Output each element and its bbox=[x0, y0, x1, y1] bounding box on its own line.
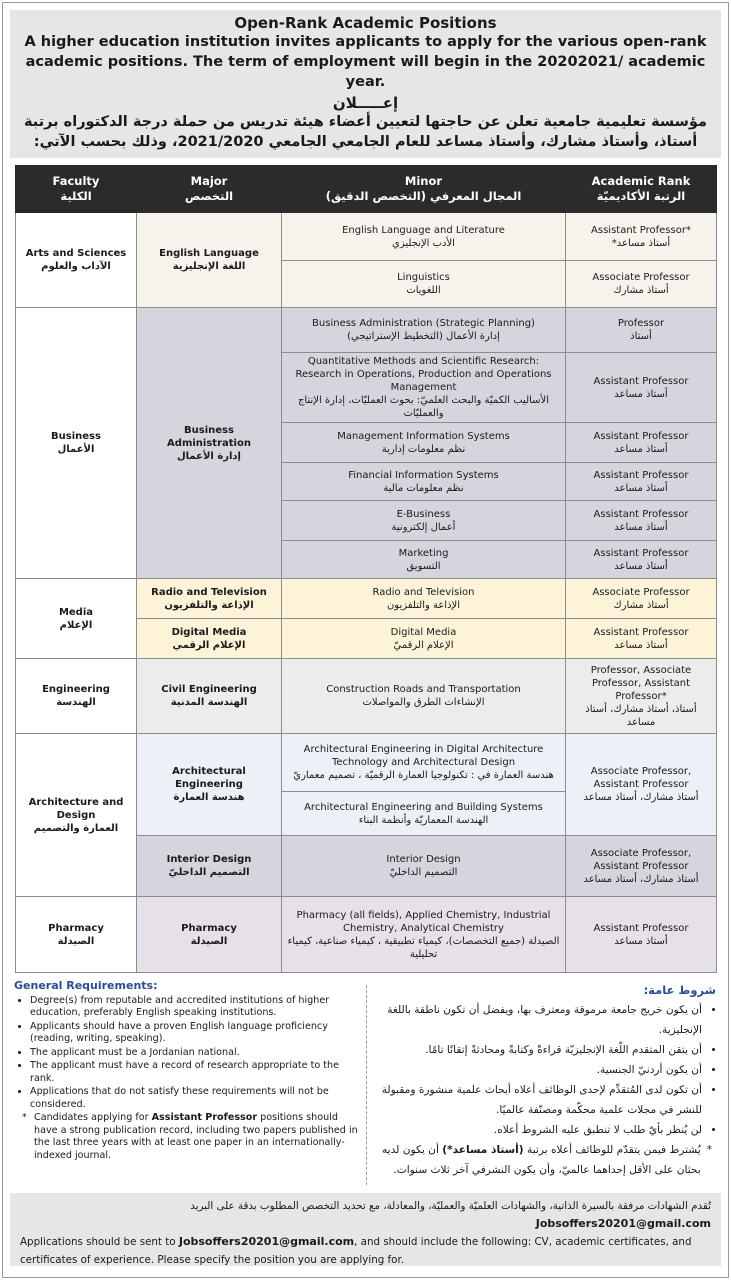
positions-table bbox=[15, 165, 717, 973]
minor-cell: Construction Roads and Transportation الإنشاءات الطرق والمواصلات bbox=[282, 659, 566, 734]
header-major: Major التخصص bbox=[137, 166, 282, 213]
rank-cell: Assistant Professor أستاذ مساعد bbox=[566, 501, 717, 541]
intro-english: A higher education institution invites applicants to apply for the various open-rank academic positions. The term of employment will begin in the 20202021/ academic year. bbox=[24, 34, 707, 90]
faculty-cell: Engineering الهندسة bbox=[16, 659, 137, 734]
rank-cell: Assistant Professor أستاذ مساعد bbox=[566, 353, 717, 423]
table-row bbox=[16, 308, 717, 353]
page-title: Open-Rank Academic Positions bbox=[234, 14, 497, 32]
application-footer bbox=[10, 1193, 721, 1266]
list-item: • The applicant must have a record of research appropriate to the rank. bbox=[30, 1060, 362, 1085]
minor-cell: English Language and Literature الأدب الإنجليزي bbox=[282, 213, 566, 261]
table-row bbox=[16, 213, 717, 261]
list-item: • أن يكون خريج جامعة مرموقة ومعترف بها، ويفضل أن تكون ناطقة باللغة الإنجليزية. bbox=[372, 1000, 702, 1040]
faculty-cell: Business الأعمال bbox=[16, 308, 137, 579]
rank-cell: Associate Professor, Assistant Professor أستاذ مشارك، أستاذ مساعد bbox=[566, 836, 717, 897]
header-rank: Academic Rank الرتبة الأكاديميّة bbox=[566, 166, 717, 213]
assistant-professor-note: * Candidates applying for Assistant Professor positions should have a strong publication record, including two papers published in the last three years with at least one paper in an internationally-indexed journal. bbox=[14, 1112, 362, 1162]
minor-cell: Management Information Systems نظم معلومات إدارية bbox=[282, 423, 566, 463]
footer-arabic: تُقدم الشهادات مرفقة بالسيرة الذاتية، والشهادات العلميّة والعمليّة، والمعادلة، مع تحديد التخصص المطلوب بدقة على البريد Jobsoffers20201@gmail.com bbox=[190, 1200, 711, 1230]
faculty-cell: Architecture and Design العمارة والتصميم bbox=[16, 734, 137, 897]
requirements-title: General Requirements: bbox=[14, 979, 158, 992]
major-cell: Digital Media الإعلام الرقمي bbox=[137, 619, 282, 659]
announcement-arabic-label: إعـــــلان bbox=[332, 94, 399, 112]
intro-arabic: مؤسسة تعليمية جامعية تعلن عن حاجتها لتعيين أعضاء هيئة تدريس من حملة درجة الدكتوراه برتبة أستاذ، وأستاذ مشارك، وأستاذ مساعد للعام الجامعي الجامعي 2021/2020، وذلك بحسب الآتي: bbox=[24, 114, 707, 150]
asterisk-mark: * bbox=[22, 1112, 27, 1123]
minor-cell: Linguistics اللغويات bbox=[282, 261, 566, 308]
rank-cell: Assistant Professor* أستاذ مساعد* bbox=[566, 213, 717, 261]
column-divider bbox=[366, 985, 367, 1185]
faculty-cell: Media الإعلام bbox=[16, 579, 137, 659]
list-item: • Degree(s) from reputable and accredited institutions of higher education, preferably English speaking institutions. bbox=[30, 995, 362, 1020]
rank-cell: Assistant Professor أستاذ مساعد bbox=[566, 897, 717, 973]
rank-cell: Assistant Professor أستاذ مساعد bbox=[566, 541, 717, 579]
header-minor: Minor المجال المعرفي (التخصص الدقيق) bbox=[282, 166, 566, 213]
major-cell: Architectural Engineering هندسة العمارة bbox=[137, 734, 282, 836]
table-row bbox=[16, 659, 717, 734]
minor-cell: Architectural Engineering and Building Systems الهندسة المعماريّة وأنظمة البناء bbox=[282, 792, 566, 836]
minor-cell: Business Administration (Strategic Planning) إدارة الأعمال (التخطيط الإستراتيجي) bbox=[282, 308, 566, 353]
rank-cell: Assistant Professor أستاذ مساعد bbox=[566, 619, 717, 659]
rank-cell: Associate Professor أستاذ مشارك bbox=[566, 579, 717, 619]
email-link[interactable]: Jobsoffers20201@gmail.com bbox=[178, 1235, 355, 1248]
minor-cell: Digital Media الإعلام الرقميّ bbox=[282, 619, 566, 659]
minor-cell: Marketing التسويق bbox=[282, 541, 566, 579]
rank-cell: Assistant Professor أستاذ مساعد bbox=[566, 463, 717, 501]
rank-cell: Professor أستاذ bbox=[566, 308, 717, 353]
assistant-professor-note-arabic: * يُشترط فيمن يتقدّم للوظائف أعلاه برتبة (أستاذ مساعد*) أن يكون لديه بحثان على الأقل إحداهما عالميّ، وأن يكون النشرفي آخر ثلاث سنوات. bbox=[372, 1140, 716, 1180]
faculty-cell: Arts and Sciences الآداب والعلوم bbox=[16, 213, 137, 308]
minor-cell: Financial Information Systems نظم معلومات مالية bbox=[282, 463, 566, 501]
list-item: • لن يُنظر بأيّ طلب لا تنطبق عليه الشروط أعلاه. bbox=[372, 1120, 702, 1140]
table-row bbox=[16, 579, 717, 619]
minor-cell: Quantitative Methods and Scientific Research: Research in Operations, Production and Operations Management الأساليب الكميّة والبحث العلميّ: بحوث العمليّات، إدارة الإنتاج والعمليّات bbox=[282, 353, 566, 423]
announcement-header bbox=[10, 10, 721, 158]
asterisk-mark: * bbox=[706, 1144, 712, 1156]
general-requirements-english bbox=[14, 980, 362, 1162]
list-item: • أن يتقن المتقدم اللّغة الإنجليزيّة قراءةً وكتابةً ومحادثةً إتقانًا تامًا. bbox=[372, 1040, 702, 1060]
rank-cell: Professor, Associate Professor, Assistant Professor* أستاذ، أستاذ مشارك، أستاذ مساعد bbox=[566, 659, 717, 734]
list-item: • The applicant must be a Jordanian national. bbox=[30, 1047, 362, 1060]
major-cell: Business Administration إدارة الأعمال bbox=[137, 308, 282, 579]
rank-cell: Associate Professor, Assistant Professor أستاذ مشارك، أستاذ مساعد bbox=[566, 734, 717, 836]
major-cell: Pharmacy الصيدلة bbox=[137, 897, 282, 973]
email-link[interactable]: Jobsoffers20201@gmail.com bbox=[535, 1217, 711, 1230]
minor-cell: E-Business أعمال إلكترونية bbox=[282, 501, 566, 541]
faculty-cell: Pharmacy الصيدلة bbox=[16, 897, 137, 973]
header-faculty: Faculty الكلية bbox=[16, 166, 137, 213]
requirements-list-arabic bbox=[372, 1000, 716, 1140]
table-header-row bbox=[16, 166, 717, 213]
list-item: • Applications that do not satisfy these requirements will not be considered. bbox=[30, 1086, 362, 1111]
major-cell: Radio and Television الإذاعة والتلفزيون bbox=[137, 579, 282, 619]
major-cell: English Language اللغة الإنجليزية bbox=[137, 213, 282, 308]
minor-cell: Radio and Television الإذاعة والتلفزيون bbox=[282, 579, 566, 619]
rank-cell: Assistant Professor أستاذ مساعد bbox=[566, 423, 717, 463]
general-requirements-arabic bbox=[372, 980, 716, 1180]
major-cell: Interior Design التصميم الداخليّ bbox=[137, 836, 282, 897]
list-item: • أن يكون أردنيّ الجنسية. bbox=[372, 1060, 702, 1080]
list-item: • أن تكون لدى المُتقدِّم لإحدى الوظائف أعلاه أبحاث علمية منشورة ومقبولة للنشر في مجلات علمية محكّمة ومصنّفة عالميًا. bbox=[372, 1080, 702, 1120]
footer-english: Applications should be sent to Jobsoffers20201@gmail.com, and should include the following: CV, academic certificates, and certificates of experience. Please specify the position you are applying for. bbox=[20, 1235, 692, 1266]
rank-cell: Associate Professor أستاذ مشارك bbox=[566, 261, 717, 308]
table-row bbox=[16, 897, 717, 973]
minor-cell: Pharmacy (all fields), Applied Chemistry, Industrial Chemistry, Analytical Chemistry الصيدلة (جميع التخصصات)، كيمياء تطبيقية ، كيمياء صناعية، كيمياء تحليلية bbox=[282, 897, 566, 973]
table-row bbox=[16, 734, 717, 792]
minor-cell: Architectural Engineering in Digital Architecture Technology and Architectural Design هندسة العمارة في : تكنولوجيا العمارة الرقميّة ، تصميم معماريّ bbox=[282, 734, 566, 792]
minor-cell: Interior Design التصميم الداخليّ bbox=[282, 836, 566, 897]
major-cell: Civil Engineering الهندسة المدنية bbox=[137, 659, 282, 734]
requirements-title-arabic: شروط عامة: bbox=[643, 983, 716, 997]
requirements-list bbox=[14, 995, 362, 1112]
list-item: • Applicants should have a proven English language proficiency (reading, writing, speaking). bbox=[30, 1021, 362, 1046]
